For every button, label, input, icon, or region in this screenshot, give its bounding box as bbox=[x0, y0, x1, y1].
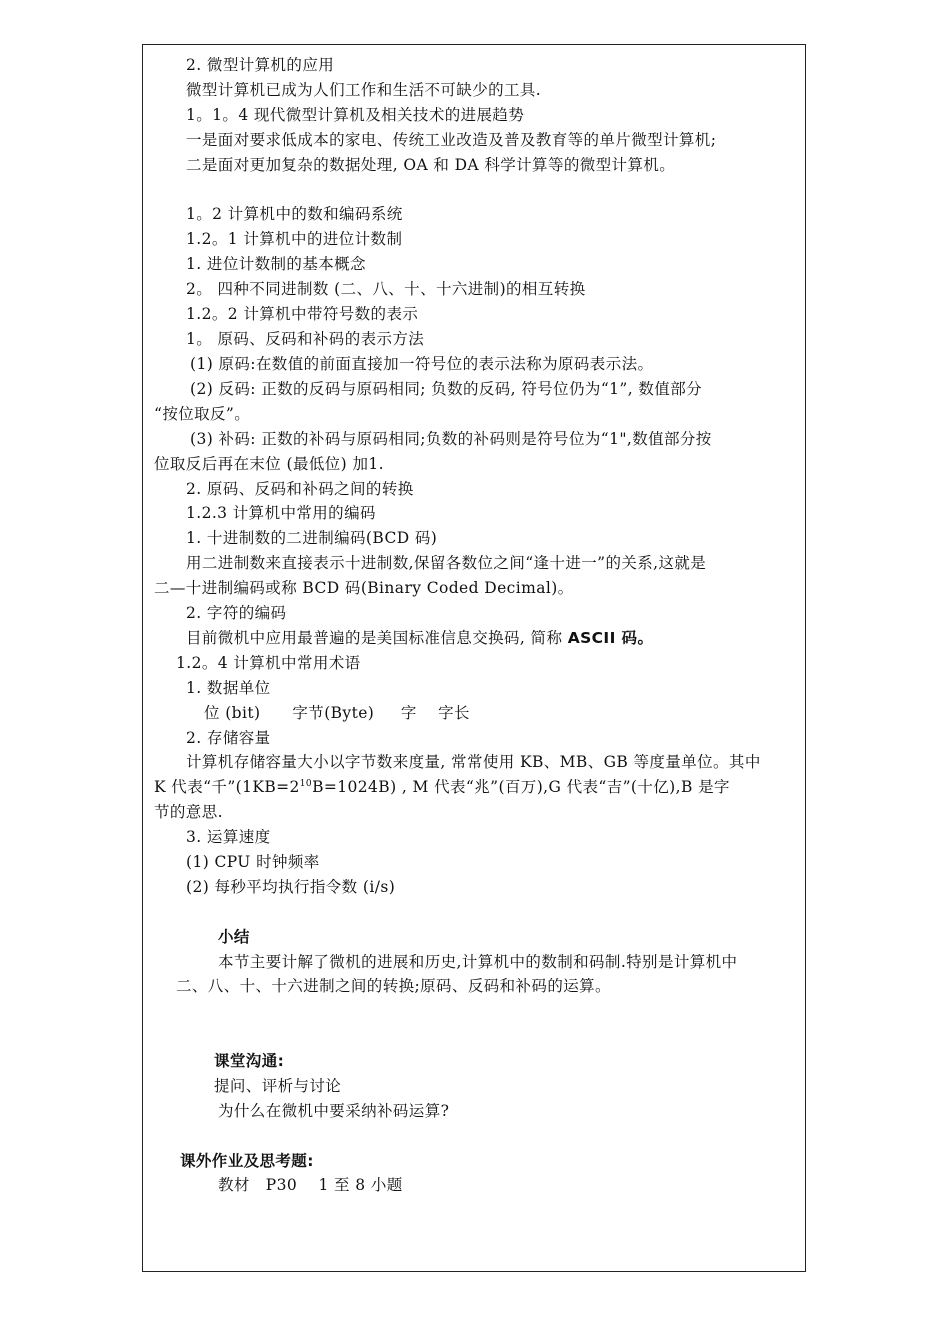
class-discussion-title: 课堂沟通: bbox=[214, 1052, 285, 1070]
text-line: 提问、评析与讨论 bbox=[214, 1077, 342, 1095]
text-line: 用二进制数来直接表示十进制数,保留各数位之间“逢十进一”的关系,这就是 bbox=[186, 554, 707, 572]
text-line: 1. 数据单位 bbox=[186, 679, 271, 697]
text-line: (1) 原码:在数值的前面直接加一符号位的表示法称为原码表示法。 bbox=[190, 355, 654, 373]
homework-title: 课外作业及思考题: bbox=[180, 1152, 314, 1170]
text-line: 位取反后再在末位 (最低位) 加1. bbox=[154, 455, 384, 473]
discussion-question: 为什么在微机中要采纳补码运算? bbox=[218, 1102, 450, 1120]
heading-1-2-2: 1.2。2 计算机中带符号数的表示 bbox=[186, 305, 419, 323]
text-line: 一是面对要求低成本的家电、传统工业改造及普及教育等的单片微型计算机; bbox=[186, 131, 717, 149]
summary-text: 二、八、十、十六进制之间的转换;原码、反码和补码的运算。 bbox=[176, 977, 611, 995]
text-line: 二—十进制编码或称 BCD 码(Binary Coded Decimal)。 bbox=[154, 579, 574, 597]
text-line: 2。 四种不同进制数 (二、八、十、十六进制)的相互转换 bbox=[186, 280, 586, 298]
text-line: 微型计算机已成为人们工作和生活不可缺少的工具. bbox=[186, 81, 542, 99]
text-line: 2. 原码、反码和补码之间的转换 bbox=[186, 480, 414, 498]
ascii-term: ASCII 码。 bbox=[567, 629, 654, 647]
ascii-intro-text: 目前微机中应用最普遍的是美国标准信息交换码, 简称 bbox=[186, 629, 568, 647]
text-line: 1. 进位计数制的基本概念 bbox=[186, 255, 366, 273]
text-line: (3) 补码: 正数的补码与原码相同;负数的补码则是符号位为“1",数值部分按 bbox=[190, 430, 712, 448]
text-line: 1。 原码、反码和补码的表示方法 bbox=[186, 330, 425, 348]
homework-text: 教材 P30 1 至 8 小题 bbox=[218, 1176, 403, 1194]
text-line: 计算机存储容量大小以字节数来度量, 常常使用 KB、MB、GB 等度量单位。其中 bbox=[186, 753, 761, 771]
data-units-line: 位 (bit) 字节(Byte) 字 字长 bbox=[204, 704, 470, 722]
heading-1-1-4: 1。1。4 现代微型计算机及相关技术的进展趋势 bbox=[186, 106, 525, 124]
heading-1-2-4: 1.2。4 计算机中常用术语 bbox=[176, 654, 361, 672]
text-line bbox=[186, 628, 653, 648]
summary-title: 小结 bbox=[218, 928, 250, 946]
text-line: 二是面对更加复杂的数据处理, OA 和 DA 科学计算等的微型计算机。 bbox=[186, 156, 676, 174]
text-line: 1. 十进制数的二进制编码(BCD 码) bbox=[186, 529, 438, 547]
summary-text: 本节主要计解了微机的进展和历史,计算机中的数制和码制.特别是计算机中 bbox=[218, 953, 738, 971]
text-line: 2. 微型计算机的应用 bbox=[186, 56, 335, 74]
text-line: 2. 字符的编码 bbox=[186, 604, 287, 622]
superscript-10: 10 bbox=[299, 778, 313, 789]
text-line: K 代表“千$”(1KB=2^{10}B=1024B)$ , M 代表“兆”(百万),G 代表“吉”(十亿),B 是字 bbox=[154, 778, 730, 796]
heading-1-2: 1。2 计算机中的数和编码系统 bbox=[186, 205, 403, 223]
text-line: “按位取反”。 bbox=[154, 405, 251, 423]
text-line: 2. 存储容量 bbox=[186, 729, 271, 747]
heading-1-2-3: 1.2.3 计算机中常用的编码 bbox=[186, 504, 376, 522]
text-line: 3. 运算速度 bbox=[186, 828, 271, 846]
text-line: (1) CPU 时钟频率 bbox=[186, 853, 320, 871]
text-line: 节的意思. bbox=[154, 803, 223, 821]
heading-1-2-1: 1.2。1 计算机中的进位计数制 bbox=[186, 230, 403, 248]
text-line: (2) 每秒平均执行指令数 (i/s) bbox=[186, 878, 396, 896]
text-line: (2) 反码: 正数的反码与原码相同; 负数的反码, 符号位仍为“1”, 数值部分 bbox=[190, 380, 703, 398]
